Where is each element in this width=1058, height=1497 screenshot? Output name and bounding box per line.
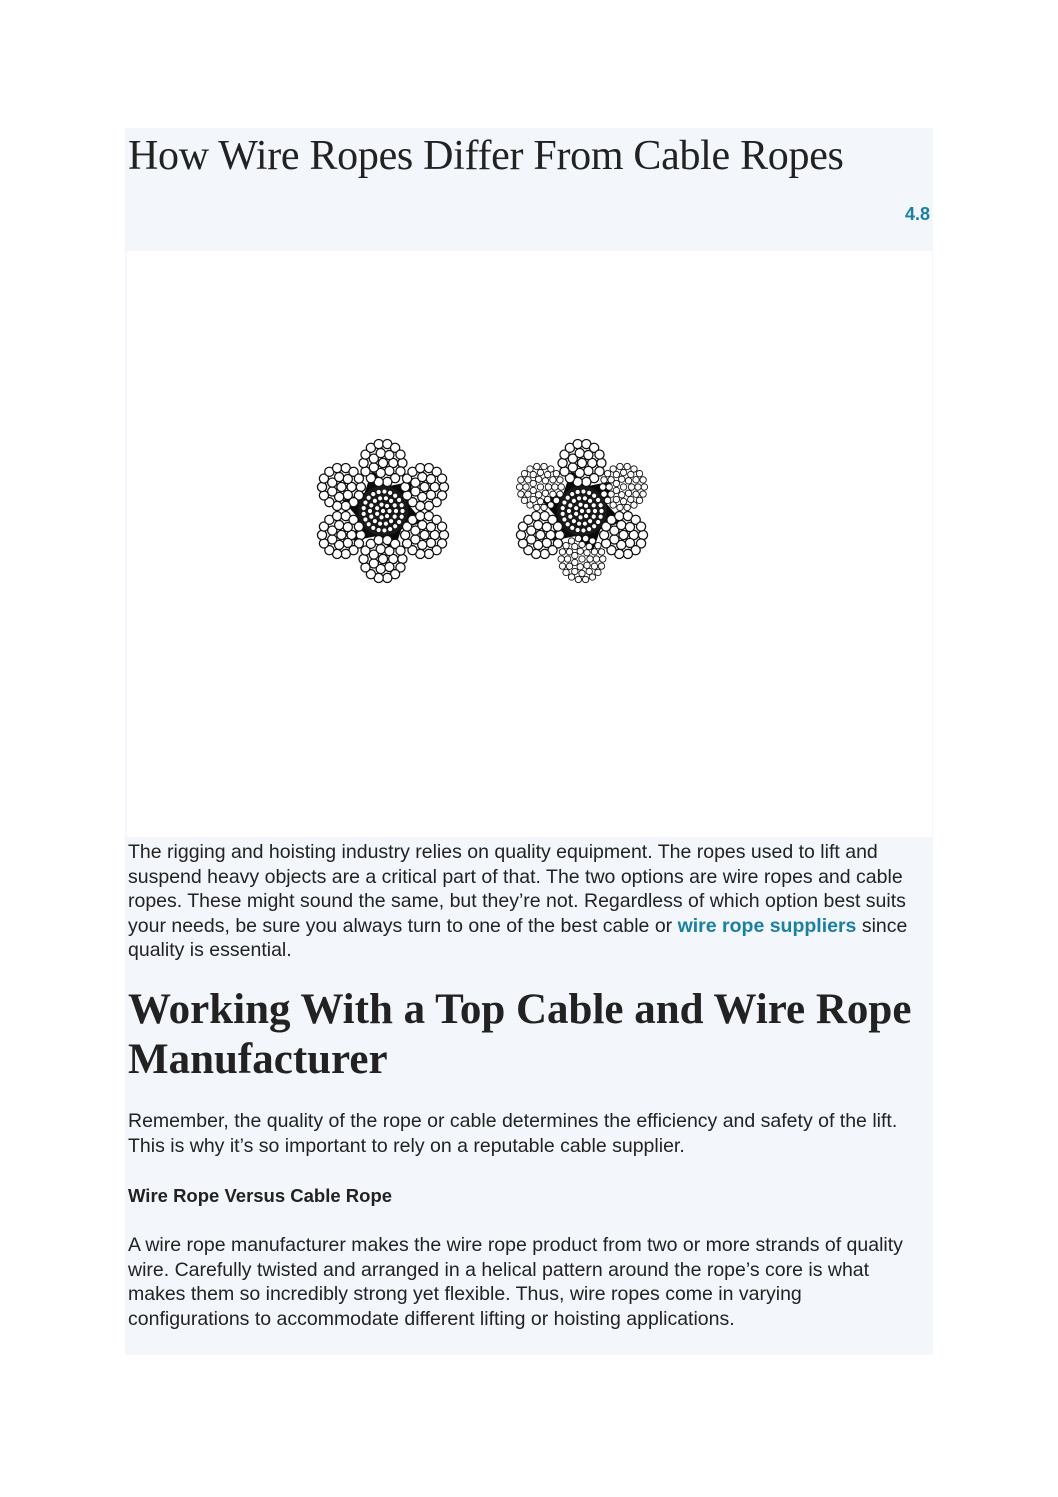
section-heading: Working With a Top Cable and Wire Rope Manufacturer <box>128 986 912 1083</box>
rope-cross-section-graphic <box>127 251 932 837</box>
intro-text-after: since quality is essential. <box>128 914 908 961</box>
sub-paragraph: A wire rope manufacturer makes the wire rope product from two or more strands of quality wire. Carefully twisted and arranged in a helical pattern around the rope’s core is what makes them so incredibly strong yet flexible. Thus, wire ropes come in varying configurations to accommodate different lifting or hoisting applications. <box>128 1234 903 1330</box>
subheading: Wire Rope Versus Cable Rope <box>128 1185 393 1206</box>
intro-paragraph <box>128 840 928 963</box>
page-title: How Wire Ropes Differ From Cable Ropes <box>128 133 844 179</box>
intro-text-before: The rigging and hoisting industry relies on quality equipment. The ropes used to lift and suspend heavy objects are a critical part of that. The two options are wire ropes and cable ropes. These might sound the same, but they’re not. Regardless of which option best suits your needs, be sure you always turn to one of the best cable or <box>128 841 906 937</box>
section-paragraph: Remember, the quality of the rope or cable determines the efficiency and safety of the lift. This is why it’s so important to rely on a reputable cable supplier. <box>128 1110 898 1157</box>
wire-rope-cross-section-image <box>127 251 932 837</box>
wire-rope-suppliers-link[interactable]: wire rope suppliers <box>677 914 857 937</box>
rating-value: 4.8 <box>904 204 930 224</box>
